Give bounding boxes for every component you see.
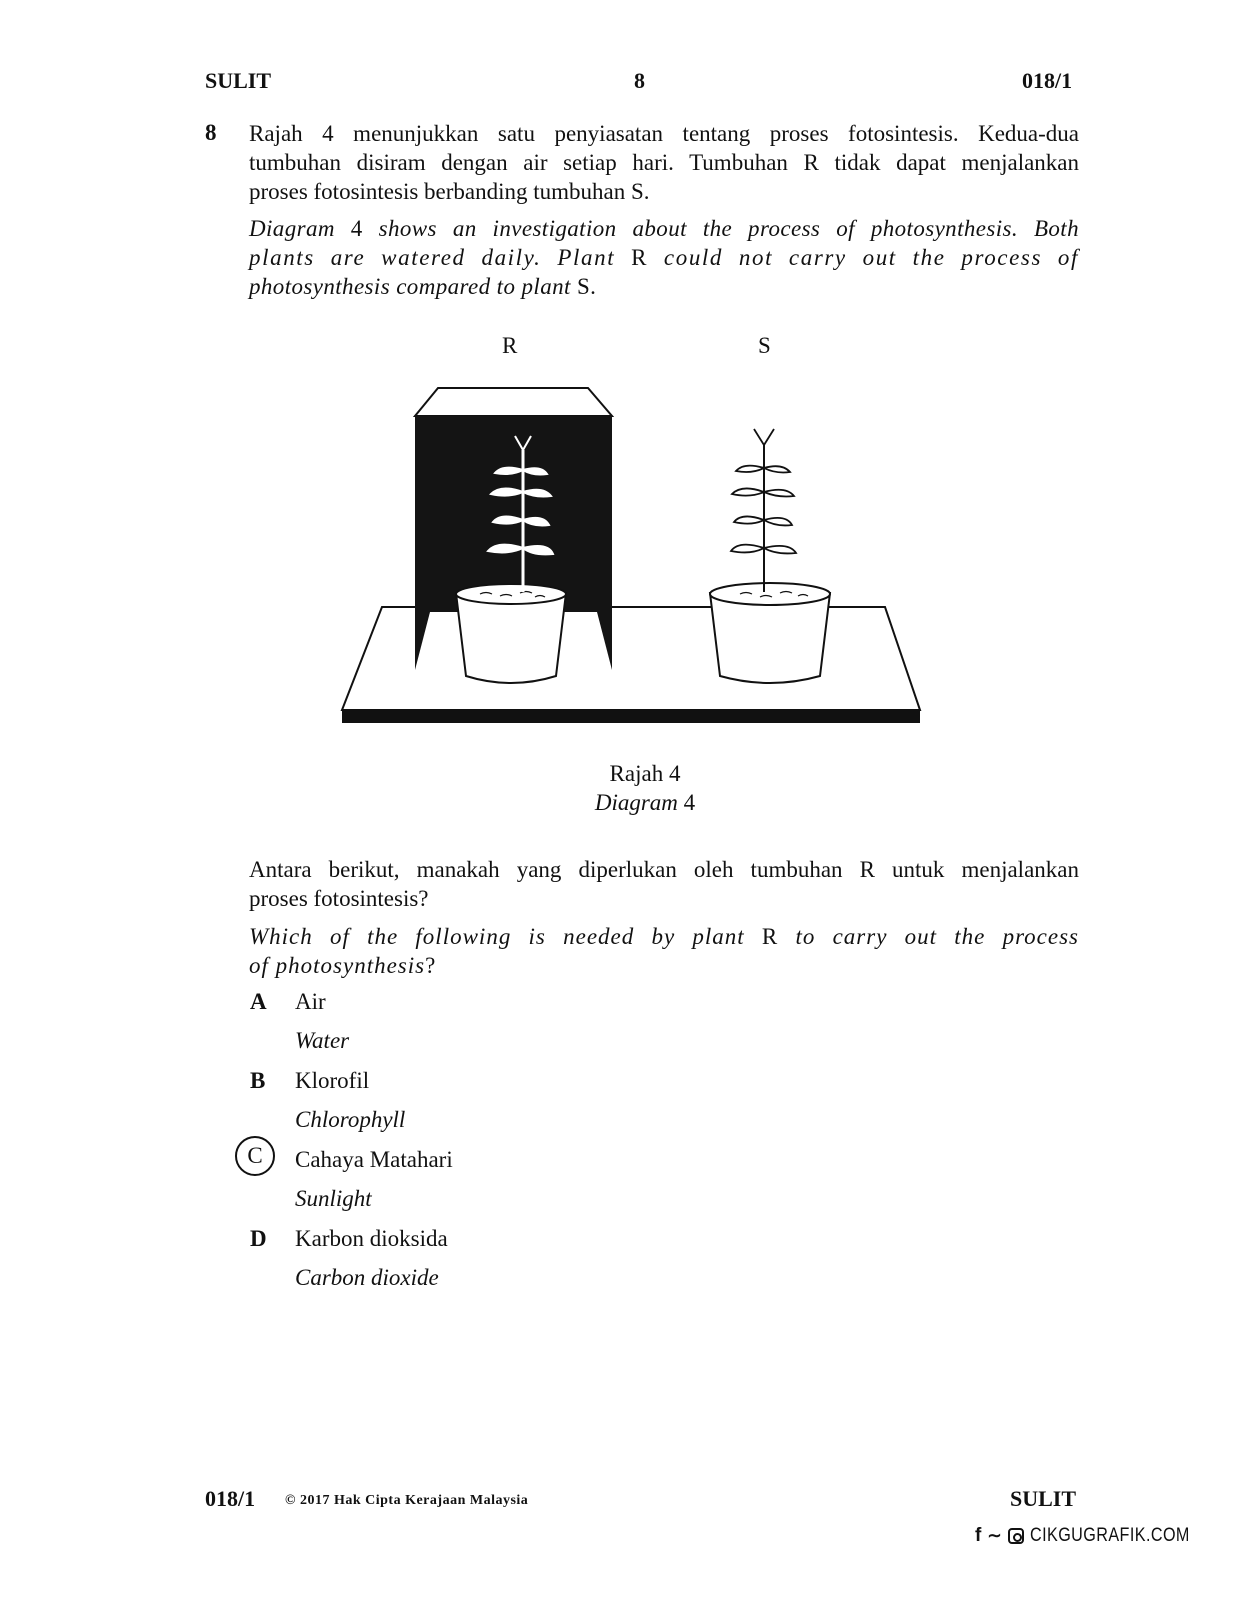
option-c-circled-answer[interactable] xyxy=(235,1136,275,1176)
option-d-letter[interactable]: D xyxy=(250,1226,267,1251)
facebook-icon[interactable]: f xyxy=(975,1525,982,1546)
header-paper-code: 018/1 xyxy=(1022,68,1073,93)
option-a-malay[interactable]: Air xyxy=(295,989,326,1014)
prompt-malay-line: Antara berikut, manakah yang diperlukan oleh tumbuhan R untuk menjalankan xyxy=(249,857,1079,882)
prompt-english-line: of photosynthesis? xyxy=(249,953,437,978)
photosynthesis-diagram xyxy=(330,380,940,740)
stem-english-line: photosynthesis compared to plant S. xyxy=(249,274,597,299)
plant-s-label: S xyxy=(758,333,771,358)
option-a-letter[interactable]: A xyxy=(250,989,267,1014)
option-d-malay[interactable]: Karbon dioksida xyxy=(295,1226,448,1251)
stem-english-line: plants are watered daily. Plant R could not carry out the process of xyxy=(249,245,1079,270)
footer-sulit: SULIT xyxy=(1010,1486,1077,1511)
instagram-icon[interactable] xyxy=(1008,1528,1024,1544)
option-c-letter: C xyxy=(247,1143,263,1168)
plant-r-label: R xyxy=(502,333,518,358)
table xyxy=(342,607,920,723)
question-stem-malay xyxy=(249,119,1079,206)
brand-bar xyxy=(975,1525,1218,1547)
question-number: 8 xyxy=(205,120,217,145)
stem-malay-line: tumbuhan disiram dengan air setiap hari. Tumbuhan R tidak dapat menjalankan xyxy=(249,150,1079,175)
option-c-english: Sunlight xyxy=(295,1186,372,1211)
prompt-english xyxy=(249,922,1079,980)
option-c-malay[interactable]: Cahaya Matahari xyxy=(295,1147,453,1172)
option-b-letter[interactable]: B xyxy=(250,1068,266,1093)
diagram-caption-english: Diagram 4 xyxy=(594,790,696,815)
footer-copyright: © 2017 Hak Cipta Kerajaan Malaysia xyxy=(285,1493,529,1508)
diagram-caption-malay: Rajah 4 xyxy=(609,761,681,786)
prompt-malay xyxy=(249,855,1079,913)
option-b-english: Chlorophyll xyxy=(295,1107,406,1132)
brand-site-name[interactable]: CIKGUGRAFIK.COM xyxy=(1029,1525,1190,1546)
header-page-number: 8 xyxy=(634,68,645,93)
stem-english-line: Diagram 4 shows an investigation about the process of photosynthesis. Both xyxy=(249,216,1079,241)
stem-malay-line: Rajah 4 menunjukkan satu penyiasatan tentang proses fotosintesis. Kedua-dua xyxy=(249,121,1079,146)
footer-paper-code: 018/1 xyxy=(205,1486,256,1511)
rss-icon[interactable]: ∼ xyxy=(987,1526,1002,1545)
question-stem-english xyxy=(249,214,1079,301)
prompt-malay-line: proses fotosintesis? xyxy=(249,886,429,911)
stem-malay-line: proses fotosintesis berbanding tumbuhan S. xyxy=(249,179,650,204)
option-d-english: Carbon dioxide xyxy=(295,1265,439,1290)
option-a-english: Water xyxy=(295,1028,350,1053)
option-b-malay[interactable]: Klorofil xyxy=(295,1068,370,1093)
prompt-english-line: Which of the following is needed by plant R to carry out the process xyxy=(249,924,1079,949)
header-sulit: SULIT xyxy=(205,68,272,93)
plant-s xyxy=(710,429,830,683)
